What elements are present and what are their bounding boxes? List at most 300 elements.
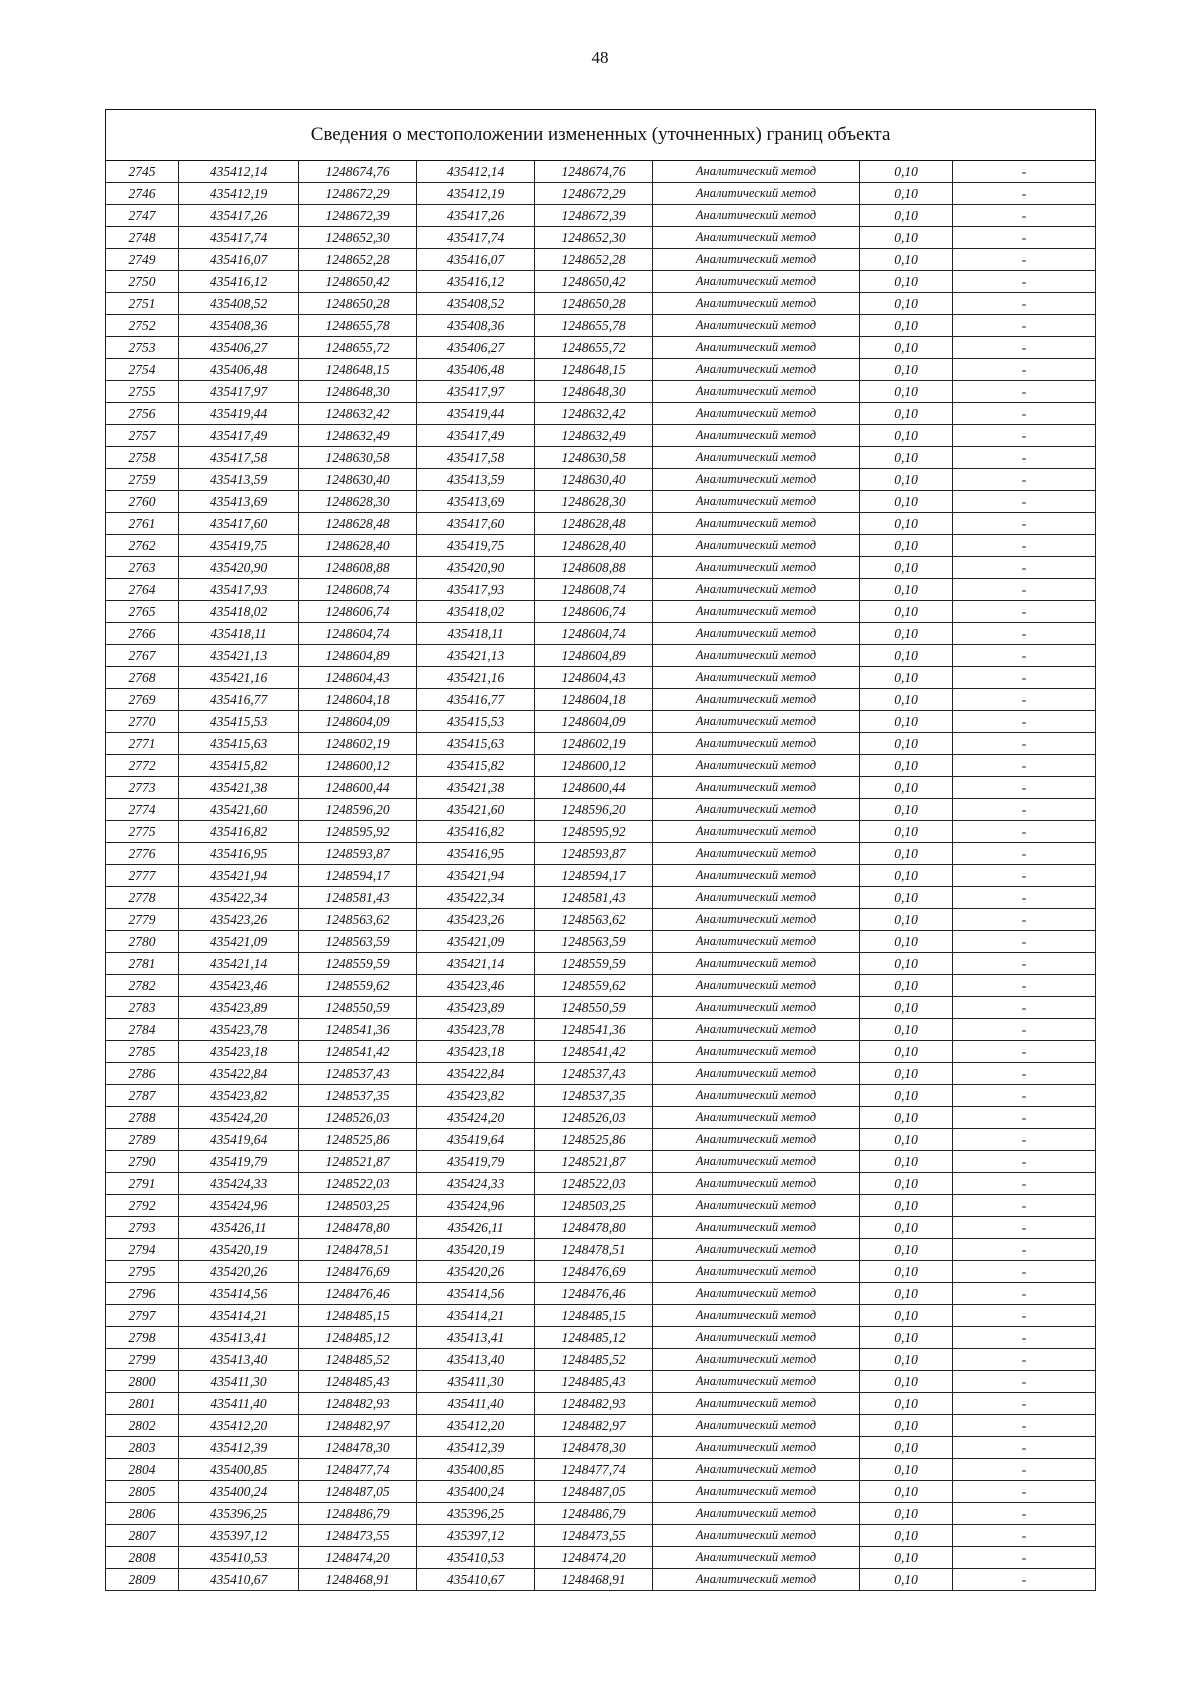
cell-x-new: 435412,19 — [417, 183, 535, 205]
table-row — [106, 975, 1096, 997]
table-row — [106, 227, 1096, 249]
table-row — [106, 1195, 1096, 1217]
cell-description: - — [953, 1437, 1096, 1459]
cell-accuracy: 0,10 — [860, 359, 953, 381]
cell-method: Аналитический метод — [653, 601, 860, 623]
cell-x-new: 435410,67 — [417, 1569, 535, 1591]
cell-accuracy: 0,10 — [860, 1525, 953, 1547]
cell-description: - — [953, 755, 1096, 777]
cell-y-existing: 1248632,42 — [299, 403, 417, 425]
table-row — [106, 491, 1096, 513]
table-row — [106, 1393, 1096, 1415]
cell-method: Аналитический метод — [653, 909, 860, 931]
cell-method: Аналитический метод — [653, 513, 860, 535]
cell-x-existing: 435415,53 — [179, 711, 299, 733]
cell-point-number: 2794 — [106, 1239, 179, 1261]
cell-y-existing: 1248628,48 — [299, 513, 417, 535]
cell-method: Аналитический метод — [653, 1063, 860, 1085]
cell-accuracy: 0,10 — [860, 425, 953, 447]
cell-method: Аналитический метод — [653, 271, 860, 293]
cell-x-new: 435421,94 — [417, 865, 535, 887]
cell-y-existing: 1248478,51 — [299, 1239, 417, 1261]
cell-method: Аналитический метод — [653, 1195, 860, 1217]
cell-description: - — [953, 865, 1096, 887]
cell-x-new: 435423,78 — [417, 1019, 535, 1041]
cell-accuracy: 0,10 — [860, 909, 953, 931]
table-row — [106, 1459, 1096, 1481]
cell-x-new: 435423,26 — [417, 909, 535, 931]
cell-point-number: 2749 — [106, 249, 179, 271]
cell-y-existing: 1248604,74 — [299, 623, 417, 645]
cell-y-existing: 1248537,43 — [299, 1063, 417, 1085]
cell-y-new: 1248672,29 — [535, 183, 653, 205]
cell-description: - — [953, 579, 1096, 601]
cell-method: Аналитический метод — [653, 1393, 860, 1415]
cell-accuracy: 0,10 — [860, 1107, 953, 1129]
cell-y-new: 1248486,79 — [535, 1503, 653, 1525]
cell-y-new: 1248672,39 — [535, 205, 653, 227]
cell-method: Аналитический метод — [653, 931, 860, 953]
cell-description: - — [953, 1393, 1096, 1415]
cell-point-number: 2797 — [106, 1305, 179, 1327]
table-row — [106, 381, 1096, 403]
cell-description: - — [953, 689, 1096, 711]
cell-y-new: 1248655,72 — [535, 337, 653, 359]
cell-point-number: 2779 — [106, 909, 179, 931]
cell-y-existing: 1248602,19 — [299, 733, 417, 755]
cell-x-existing: 435413,41 — [179, 1327, 299, 1349]
cell-x-new: 435397,12 — [417, 1525, 535, 1547]
cell-point-number: 2755 — [106, 381, 179, 403]
cell-y-new: 1248630,58 — [535, 447, 653, 469]
cell-description: - — [953, 381, 1096, 403]
cell-y-new: 1248594,17 — [535, 865, 653, 887]
cell-method: Аналитический метод — [653, 1569, 860, 1591]
cell-y-existing: 1248482,93 — [299, 1393, 417, 1415]
cell-x-new: 435408,52 — [417, 293, 535, 315]
cell-method: Аналитический метод — [653, 447, 860, 469]
cell-description: - — [953, 1151, 1096, 1173]
cell-description: - — [953, 975, 1096, 997]
table-row — [106, 667, 1096, 689]
cell-y-existing: 1248473,55 — [299, 1525, 417, 1547]
cell-method: Аналитический метод — [653, 1019, 860, 1041]
cell-x-existing: 435397,12 — [179, 1525, 299, 1547]
cell-x-existing: 435413,40 — [179, 1349, 299, 1371]
cell-accuracy: 0,10 — [860, 403, 953, 425]
cell-accuracy: 0,10 — [860, 513, 953, 535]
cell-description: - — [953, 359, 1096, 381]
cell-accuracy: 0,10 — [860, 689, 953, 711]
cell-x-new: 435421,09 — [417, 931, 535, 953]
table-row — [106, 315, 1096, 337]
cell-accuracy: 0,10 — [860, 623, 953, 645]
cell-x-existing: 435417,74 — [179, 227, 299, 249]
cell-y-existing: 1248537,35 — [299, 1085, 417, 1107]
cell-x-existing: 435421,14 — [179, 953, 299, 975]
cell-x-existing: 435417,97 — [179, 381, 299, 403]
cell-point-number: 2771 — [106, 733, 179, 755]
cell-point-number: 2806 — [106, 1503, 179, 1525]
cell-description: - — [953, 491, 1096, 513]
cell-point-number: 2789 — [106, 1129, 179, 1151]
table-row — [106, 711, 1096, 733]
cell-y-new: 1248550,59 — [535, 997, 653, 1019]
cell-y-existing: 1248581,43 — [299, 887, 417, 909]
cell-y-new: 1248648,30 — [535, 381, 653, 403]
cell-accuracy: 0,10 — [860, 931, 953, 953]
cell-accuracy: 0,10 — [860, 1195, 953, 1217]
table-row — [106, 1569, 1096, 1591]
cell-y-new: 1248478,30 — [535, 1437, 653, 1459]
cell-method: Аналитический метод — [653, 1459, 860, 1481]
table-row — [106, 887, 1096, 909]
cell-y-new: 1248630,40 — [535, 469, 653, 491]
cell-x-new: 435419,75 — [417, 535, 535, 557]
cell-x-existing: 435419,64 — [179, 1129, 299, 1151]
cell-x-new: 435414,21 — [417, 1305, 535, 1327]
table-row — [106, 997, 1096, 1019]
cell-accuracy: 0,10 — [860, 645, 953, 667]
cell-point-number: 2748 — [106, 227, 179, 249]
cell-x-existing: 435423,78 — [179, 1019, 299, 1041]
cell-point-number: 2769 — [106, 689, 179, 711]
cell-x-new: 435426,11 — [417, 1217, 535, 1239]
cell-y-existing: 1248476,69 — [299, 1261, 417, 1283]
table-row — [106, 205, 1096, 227]
cell-accuracy: 0,10 — [860, 1173, 953, 1195]
cell-x-new: 435417,74 — [417, 227, 535, 249]
table-row — [106, 1261, 1096, 1283]
cell-point-number: 2799 — [106, 1349, 179, 1371]
cell-x-new: 435424,33 — [417, 1173, 535, 1195]
cell-x-existing: 435423,26 — [179, 909, 299, 931]
cell-accuracy: 0,10 — [860, 227, 953, 249]
cell-y-new: 1248563,62 — [535, 909, 653, 931]
cell-x-new: 435415,82 — [417, 755, 535, 777]
cell-x-existing: 435413,69 — [179, 491, 299, 513]
cell-description: - — [953, 1371, 1096, 1393]
cell-y-new: 1248478,80 — [535, 1217, 653, 1239]
cell-y-existing: 1248487,05 — [299, 1481, 417, 1503]
cell-point-number: 2809 — [106, 1569, 179, 1591]
cell-y-existing: 1248474,20 — [299, 1547, 417, 1569]
cell-x-existing: 435410,67 — [179, 1569, 299, 1591]
cell-method: Аналитический метод — [653, 1107, 860, 1129]
cell-method: Аналитический метод — [653, 997, 860, 1019]
cell-description: - — [953, 1327, 1096, 1349]
cell-x-existing: 435415,82 — [179, 755, 299, 777]
cell-x-new: 435413,40 — [417, 1349, 535, 1371]
cell-method: Аналитический метод — [653, 1041, 860, 1063]
cell-accuracy: 0,10 — [860, 271, 953, 293]
cell-description: - — [953, 535, 1096, 557]
table-row — [106, 755, 1096, 777]
cell-x-existing: 435417,93 — [179, 579, 299, 601]
cell-x-existing: 435415,63 — [179, 733, 299, 755]
cell-point-number: 2750 — [106, 271, 179, 293]
cell-point-number: 2808 — [106, 1547, 179, 1569]
cell-y-existing: 1248521,87 — [299, 1151, 417, 1173]
cell-x-existing: 435416,77 — [179, 689, 299, 711]
cell-x-new: 435417,93 — [417, 579, 535, 601]
cell-accuracy: 0,10 — [860, 1283, 953, 1305]
cell-description: - — [953, 513, 1096, 535]
cell-description: - — [953, 403, 1096, 425]
table-row — [106, 953, 1096, 975]
cell-accuracy: 0,10 — [860, 1327, 953, 1349]
cell-y-new: 1248559,62 — [535, 975, 653, 997]
cell-x-new: 435413,69 — [417, 491, 535, 513]
cell-method: Аналитический метод — [653, 1085, 860, 1107]
cell-x-new: 435421,16 — [417, 667, 535, 689]
cell-x-existing: 435412,20 — [179, 1415, 299, 1437]
cell-x-new: 435421,38 — [417, 777, 535, 799]
cell-y-new: 1248595,92 — [535, 821, 653, 843]
cell-x-new: 435417,97 — [417, 381, 535, 403]
cell-accuracy: 0,10 — [860, 953, 953, 975]
cell-y-new: 1248537,35 — [535, 1085, 653, 1107]
table-row — [106, 865, 1096, 887]
cell-description: - — [953, 227, 1096, 249]
cell-x-new: 435408,36 — [417, 315, 535, 337]
cell-y-existing: 1248648,15 — [299, 359, 417, 381]
table-row — [106, 909, 1096, 931]
cell-x-new: 435413,41 — [417, 1327, 535, 1349]
cell-accuracy: 0,10 — [860, 381, 953, 403]
cell-x-new: 435423,46 — [417, 975, 535, 997]
cell-point-number: 2775 — [106, 821, 179, 843]
cell-x-existing: 435416,82 — [179, 821, 299, 843]
table-row — [106, 447, 1096, 469]
cell-accuracy: 0,10 — [860, 667, 953, 689]
table-row — [106, 513, 1096, 535]
table-row — [106, 931, 1096, 953]
cell-x-new: 435417,60 — [417, 513, 535, 535]
cell-accuracy: 0,10 — [860, 843, 953, 865]
table-row — [106, 1063, 1096, 1085]
table-row — [106, 535, 1096, 557]
cell-y-existing: 1248652,30 — [299, 227, 417, 249]
cell-y-existing: 1248478,80 — [299, 1217, 417, 1239]
cell-y-new: 1248608,88 — [535, 557, 653, 579]
cell-method: Аналитический метод — [653, 1129, 860, 1151]
cell-method: Аналитический метод — [653, 1217, 860, 1239]
cell-point-number: 2776 — [106, 843, 179, 865]
cell-y-new: 1248650,28 — [535, 293, 653, 315]
table-row — [106, 821, 1096, 843]
cell-x-new: 435400,85 — [417, 1459, 535, 1481]
cell-y-existing: 1248550,59 — [299, 997, 417, 1019]
cell-method: Аналитический метод — [653, 337, 860, 359]
cell-x-new: 435396,25 — [417, 1503, 535, 1525]
cell-y-existing: 1248485,52 — [299, 1349, 417, 1371]
cell-point-number: 2772 — [106, 755, 179, 777]
cell-method: Аналитический метод — [653, 733, 860, 755]
table-row — [106, 359, 1096, 381]
cell-method: Аналитический метод — [653, 1437, 860, 1459]
cell-y-existing: 1248608,88 — [299, 557, 417, 579]
cell-y-existing: 1248674,76 — [299, 161, 417, 183]
cell-method: Аналитический метод — [653, 1173, 860, 1195]
cell-method: Аналитический метод — [653, 579, 860, 601]
cell-x-existing: 435406,27 — [179, 337, 299, 359]
cell-description: - — [953, 909, 1096, 931]
cell-x-new: 435417,58 — [417, 447, 535, 469]
cell-description: - — [953, 821, 1096, 843]
cell-method: Аналитический метод — [653, 359, 860, 381]
cell-point-number: 2781 — [106, 953, 179, 975]
cell-point-number: 2784 — [106, 1019, 179, 1041]
cell-method: Аналитический метод — [653, 557, 860, 579]
cell-y-existing: 1248600,12 — [299, 755, 417, 777]
cell-method: Аналитический метод — [653, 315, 860, 337]
cell-y-existing: 1248477,74 — [299, 1459, 417, 1481]
table-row — [106, 1041, 1096, 1063]
cell-x-new: 435422,34 — [417, 887, 535, 909]
cell-point-number: 2790 — [106, 1151, 179, 1173]
cell-x-existing: 435421,60 — [179, 799, 299, 821]
cell-y-new: 1248628,30 — [535, 491, 653, 513]
cell-x-new: 435406,48 — [417, 359, 535, 381]
cell-y-existing: 1248594,17 — [299, 865, 417, 887]
cell-y-new: 1248596,20 — [535, 799, 653, 821]
table-row — [106, 733, 1096, 755]
cell-description: - — [953, 1547, 1096, 1569]
cell-description: - — [953, 557, 1096, 579]
table-row — [106, 1503, 1096, 1525]
cell-x-new: 435424,20 — [417, 1107, 535, 1129]
cell-accuracy: 0,10 — [860, 535, 953, 557]
cell-y-new: 1248628,48 — [535, 513, 653, 535]
cell-x-new: 435416,77 — [417, 689, 535, 711]
cell-y-existing: 1248563,62 — [299, 909, 417, 931]
cell-x-existing: 435413,59 — [179, 469, 299, 491]
cell-method: Аналитический метод — [653, 469, 860, 491]
cell-y-existing: 1248541,42 — [299, 1041, 417, 1063]
cell-accuracy: 0,10 — [860, 1305, 953, 1327]
cell-accuracy: 0,10 — [860, 887, 953, 909]
cell-x-existing: 435423,89 — [179, 997, 299, 1019]
cell-accuracy: 0,10 — [860, 1371, 953, 1393]
cell-y-existing: 1248630,40 — [299, 469, 417, 491]
cell-description: - — [953, 601, 1096, 623]
cell-accuracy: 0,10 — [860, 1569, 953, 1591]
cell-method: Аналитический метод — [653, 799, 860, 821]
cell-point-number: 2796 — [106, 1283, 179, 1305]
cell-x-existing: 435411,40 — [179, 1393, 299, 1415]
cell-description: - — [953, 667, 1096, 689]
cell-y-new: 1248485,12 — [535, 1327, 653, 1349]
cell-y-existing: 1248655,72 — [299, 337, 417, 359]
cell-y-new: 1248648,15 — [535, 359, 653, 381]
cell-y-new: 1248608,74 — [535, 579, 653, 601]
cell-method: Аналитический метод — [653, 1481, 860, 1503]
cell-y-existing: 1248485,43 — [299, 1371, 417, 1393]
cell-point-number: 2770 — [106, 711, 179, 733]
table-row — [106, 469, 1096, 491]
cell-accuracy: 0,10 — [860, 733, 953, 755]
cell-description: - — [953, 1085, 1096, 1107]
cell-point-number: 2795 — [106, 1261, 179, 1283]
cell-accuracy: 0,10 — [860, 557, 953, 579]
cell-accuracy: 0,10 — [860, 1129, 953, 1151]
cell-point-number: 2783 — [106, 997, 179, 1019]
cell-accuracy: 0,10 — [860, 1085, 953, 1107]
cell-y-existing: 1248650,42 — [299, 271, 417, 293]
cell-x-existing: 435408,36 — [179, 315, 299, 337]
cell-method: Аналитический метод — [653, 1371, 860, 1393]
cell-x-existing: 435423,82 — [179, 1085, 299, 1107]
cell-accuracy: 0,10 — [860, 249, 953, 271]
table-row — [106, 183, 1096, 205]
cell-x-new: 435423,18 — [417, 1041, 535, 1063]
cell-point-number: 2801 — [106, 1393, 179, 1415]
cell-description: - — [953, 1569, 1096, 1591]
cell-y-existing: 1248596,20 — [299, 799, 417, 821]
table-row — [106, 777, 1096, 799]
cell-method: Аналитический метод — [653, 777, 860, 799]
cell-method: Аналитический метод — [653, 425, 860, 447]
table-row — [106, 249, 1096, 271]
cell-y-new: 1248503,25 — [535, 1195, 653, 1217]
cell-y-new: 1248600,44 — [535, 777, 653, 799]
cell-description: - — [953, 931, 1096, 953]
cell-y-existing: 1248478,30 — [299, 1437, 417, 1459]
cell-accuracy: 0,10 — [860, 997, 953, 1019]
cell-y-new: 1248525,86 — [535, 1129, 653, 1151]
cell-x-existing: 435396,25 — [179, 1503, 299, 1525]
cell-point-number: 2786 — [106, 1063, 179, 1085]
table-row — [106, 1371, 1096, 1393]
cell-method: Аналитический метод — [653, 1261, 860, 1283]
cell-y-new: 1248652,30 — [535, 227, 653, 249]
cell-method: Аналитический метод — [653, 1327, 860, 1349]
cell-description: - — [953, 1503, 1096, 1525]
cell-point-number: 2780 — [106, 931, 179, 953]
cell-x-new: 435423,82 — [417, 1085, 535, 1107]
cell-y-new: 1248632,42 — [535, 403, 653, 425]
cell-x-existing: 435417,26 — [179, 205, 299, 227]
cell-accuracy: 0,10 — [860, 293, 953, 315]
cell-x-existing: 435419,79 — [179, 1151, 299, 1173]
cell-method: Аналитический метод — [653, 865, 860, 887]
table-row — [106, 1525, 1096, 1547]
table-row — [106, 1547, 1096, 1569]
cell-point-number: 2774 — [106, 799, 179, 821]
cell-accuracy: 0,10 — [860, 1437, 953, 1459]
cell-y-existing: 1248606,74 — [299, 601, 417, 623]
cell-point-number: 2747 — [106, 205, 179, 227]
cell-x-new: 435419,44 — [417, 403, 535, 425]
cell-y-new: 1248604,09 — [535, 711, 653, 733]
cell-point-number: 2763 — [106, 557, 179, 579]
cell-x-new: 435416,82 — [417, 821, 535, 843]
table-row — [106, 843, 1096, 865]
cell-x-existing: 435421,13 — [179, 645, 299, 667]
cell-x-existing: 435422,84 — [179, 1063, 299, 1085]
cell-x-existing: 435424,33 — [179, 1173, 299, 1195]
cell-accuracy: 0,10 — [860, 205, 953, 227]
cell-y-existing: 1248541,36 — [299, 1019, 417, 1041]
cell-x-new: 435412,20 — [417, 1415, 535, 1437]
cell-description: - — [953, 733, 1096, 755]
cell-x-new: 435418,11 — [417, 623, 535, 645]
table-row — [106, 1151, 1096, 1173]
cell-x-existing: 435400,85 — [179, 1459, 299, 1481]
table-row — [106, 1415, 1096, 1437]
cell-y-existing: 1248650,28 — [299, 293, 417, 315]
